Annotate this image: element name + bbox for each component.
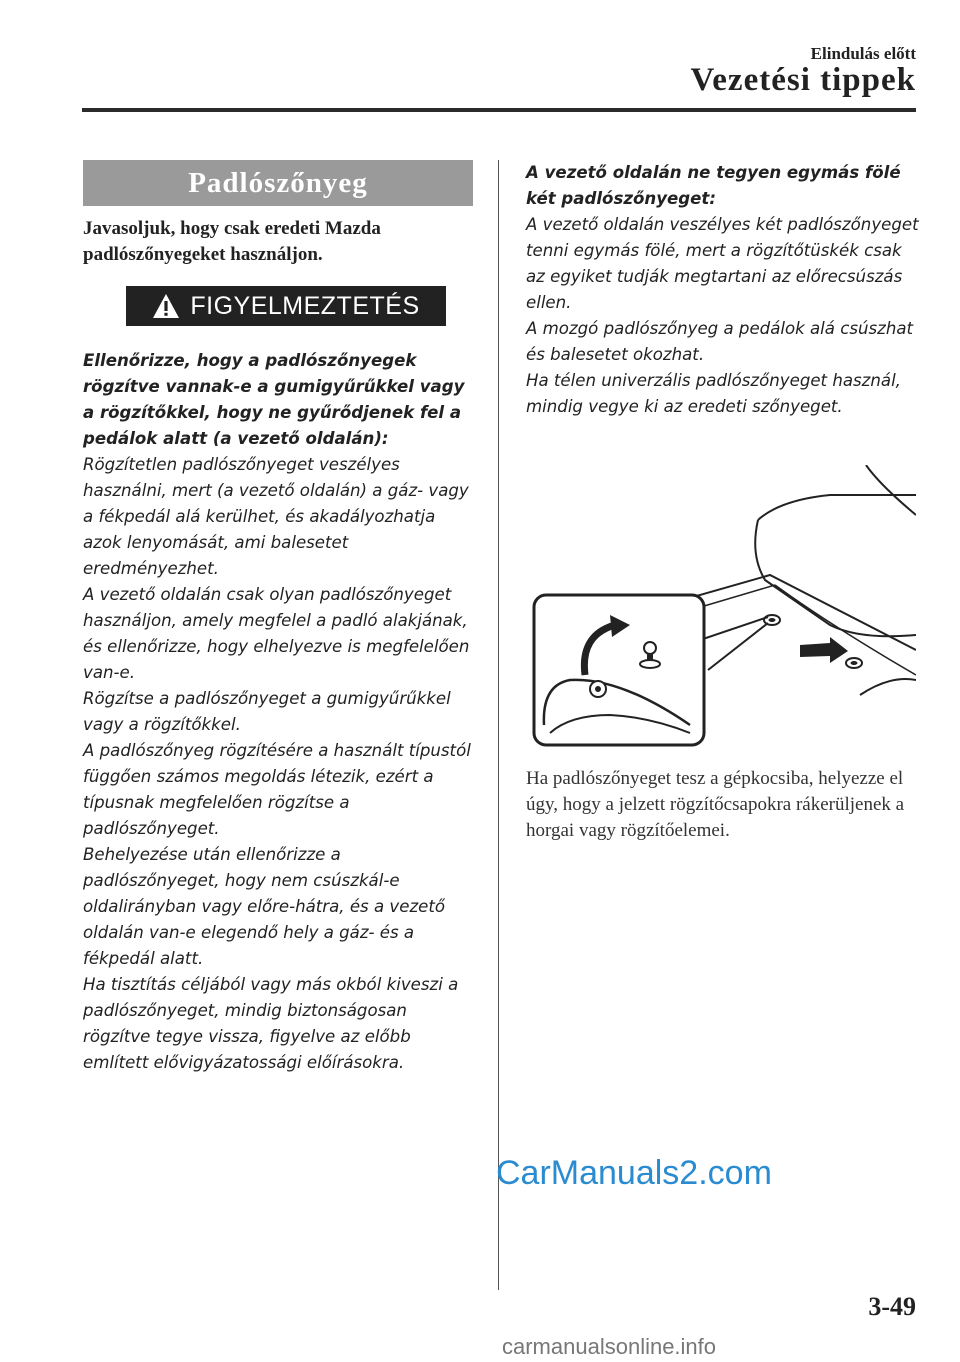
double-mat-heading: A vezető oldalán ne tegyen egymás fölé két padlószőnyeget:	[526, 163, 901, 208]
warning-paragraph: A vezető oldalán csak olyan padlószőnyeget használjon, amely megfelel a padló alakjának, és ellenőrizze, hogy elhelyezve is megfelelően van-e.	[83, 585, 470, 682]
left-column	[83, 160, 473, 1076]
column-divider	[498, 160, 499, 1290]
section-title: Padlószőnyeg	[83, 160, 473, 206]
double-mat-paragraph: Ha télen univerzális padlószőnyeget használ, mindig vegye ki az eredeti szőnyeget.	[526, 371, 901, 416]
header-section: Elindulás előtt	[810, 44, 916, 63]
watermark-bottom: carmanualsonline.info	[502, 1334, 717, 1359]
warning-paragraph: Rögzítse a padlószőnyeget a gumigyűrűkkel vagy a rögzítőkkel.	[83, 689, 451, 734]
page-number: 3-49	[868, 1292, 916, 1321]
warning-paragraph: A padlószőnyeg rögzítésére a használt típustól függően számos megoldás létezik, ezért a típusnak megfelelően rögzítse a padlószőnyeget.	[83, 741, 471, 838]
warning-body	[83, 348, 473, 1076]
warning-icon	[152, 293, 180, 319]
intro-text: Javasoljuk, hogy csak eredeti Mazda padlószőnyegeket használjon.	[83, 218, 381, 265]
header-title: Vezetési tippek	[690, 62, 916, 98]
warning-paragraph: Rögzítetlen padlószőnyeget veszélyes használni, mert (a vezető oldalán) a gáz- vagy a fékpedál alá kerülhet, és akadályozhatja azok lenyomását, ami balesetet eredményezhet.	[83, 455, 469, 578]
watermark-top: CarManuals2.com	[496, 1154, 772, 1192]
double-mat-warning	[526, 160, 921, 420]
warning-heading: Ellenőrizze, hogy a padlószőnyegek rögzítve vannak-e a gumigyűrűkkel vagy a rögzítőkkel, hogy ne gyűrődjenek fel a pedálok alatt (a vezető oldalán):	[83, 351, 465, 448]
double-mat-paragraph: A mozgó padlószőnyeg a pedálok alá csúszhat és balesetet okozhat.	[526, 319, 914, 364]
header-rule	[82, 108, 916, 112]
warning-paragraph: Behelyezése után ellenőrizze a padlószőnyeget, hogy nem csúszkál-e oldalirányban vagy előre-hátra, és a vezető oldalán van-e elegendő hely a gáz- és a fékpedál alatt.	[83, 845, 446, 968]
figure-caption: Ha padlószőnyeget tesz a gépkocsiba, helyezze el úgy, hogy a jelzett rögzítőcsapokra rákerüljenek a horgai vagy rögzítőelemei.	[526, 768, 905, 841]
warning-banner	[126, 286, 446, 326]
warning-paragraph: Ha tisztítás céljából vagy más okból kiveszi a padlószőnyeget, mindig biztonságosan rögzítve tegye vissza, figyelve az előbb említett elővigyázatossági előírásokra.	[83, 975, 459, 1072]
right-column	[526, 160, 921, 420]
double-mat-paragraph: A vezető oldalán veszélyes két padlószőnyeget tenni egymás fölé, mert a rögzítőtüskék csak az egyiket tudják megtartani az előrecsúszás ellen.	[526, 215, 919, 312]
warning-label: FIGYELMEZTETÉS	[190, 291, 420, 320]
floor-mat-illustration	[530, 465, 916, 751]
